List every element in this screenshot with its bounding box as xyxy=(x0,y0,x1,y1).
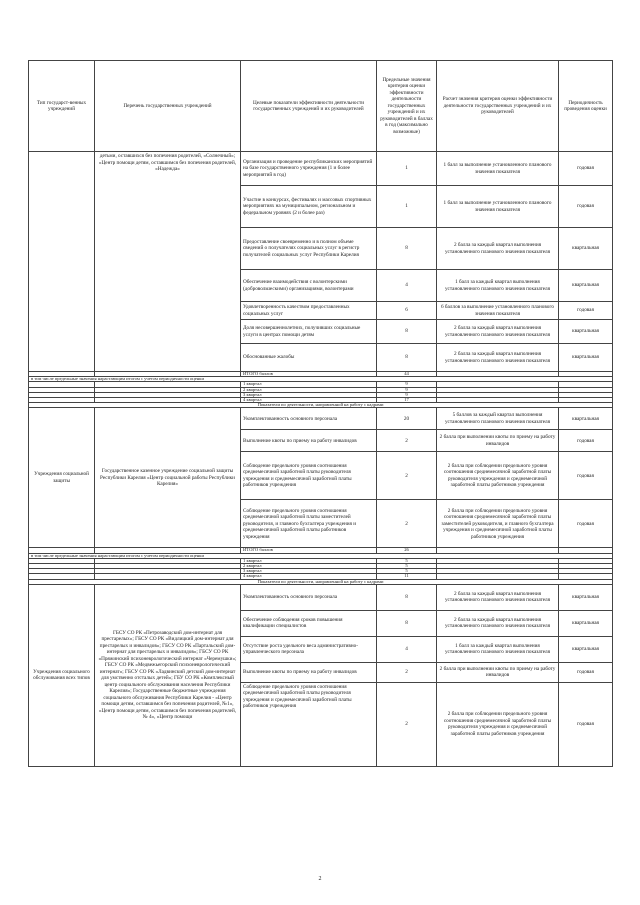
indicator-cell: Организация и проведение республиканских мероприятий на базе государственного учреждения (1 и более мероприятий в год) xyxy=(241,152,377,186)
calc-cell: 2 балла при соблюдении предельного уровня соотношения среднемесячной заработной платы руководителя учреждения и среднемесячной заработной платы работников учреждения xyxy=(437,682,559,766)
period-cell: квартальная xyxy=(559,344,613,372)
indicator-cell: Обеспечение соблюдения сроков повышения квалификации специалистов xyxy=(241,610,377,636)
quarter-row: 1 квартал 5 xyxy=(29,558,613,563)
calc-cell: 1 балл за каждый квартал выполнения установленного планового значения показателя xyxy=(437,636,559,662)
points-cell: 1 xyxy=(377,186,437,228)
indicator-cell: Выполнение квоты по приему на работу инвалидов xyxy=(241,430,377,452)
points-cell: 8 xyxy=(377,320,437,344)
indicator-cell: Соблюдение предельного уровня соотношения среднемесячной заработной платы заместителей руководителя, и главного бухгалтера учреждения и среднемесячной заработной платы работников учреждения xyxy=(241,500,377,548)
quarter-row: 4 квартал 11 xyxy=(29,574,613,579)
header-type: Тип государст-венных учреждений xyxy=(29,61,95,152)
period-cell: годовая xyxy=(559,302,613,320)
indicator-cell: Выполнение квоты по приему на работу инвалидов xyxy=(241,662,377,682)
calc-cell: 2 балла при соблюдении предельного уровня соотношения среднемесячной заработной платы руководителя учреждения и среднемесячной заработной платы работников учреждения xyxy=(437,452,559,500)
indicator-cell: Соблюдение предельного уровня соотношения среднемесячной заработной платы руководителя учреждения и среднемесячной заработной платы работников учреждения xyxy=(241,682,377,766)
calc-cell: 2 балла за каждый квартал выполнения установленного планового значения показателя xyxy=(437,228,559,270)
points-cell: 8 xyxy=(377,584,437,610)
total-value: 26 xyxy=(377,548,437,553)
calc-cell: 2 балла при выполнении квоты по приему на работу инвалидов xyxy=(437,662,559,682)
calc-cell: 2 балла за каждый квартал выполнения установленного планового значения показателя xyxy=(437,610,559,636)
type-cell xyxy=(29,152,95,372)
calc-cell: 2 балла при выполнении квоты по приему на работу инвалидов xyxy=(437,430,559,452)
calc-cell: 1 балл за выполнение установленного планового значения показателя xyxy=(437,152,559,186)
points-cell: 2 xyxy=(377,662,437,682)
calc-cell: 2 балла за каждый квартал выполнения установленного планового значения показателя xyxy=(437,344,559,372)
points-cell: 2 xyxy=(377,500,437,548)
period-cell: годовая xyxy=(559,682,613,766)
indicator-cell: Обоснованные жалобы xyxy=(241,344,377,372)
table-row xyxy=(29,584,613,610)
indicator-cell: Обеспечение взаимодействия с волонтерскими (добровольческими) организациями, волонтерами xyxy=(241,270,377,302)
institutions-cell: ГБСУ СО РК «Петрозаводский дом-интернат для престарелых»; ГБСУ СО РК «Видлицкий дом-интернат для престарелых и инвалидов»; ГБСУ СО РК «Партальский дом-интернат для престарелых и инвалидов»; ГБСУ СО РК «Пряжинский психоневрологический интернат «Черемушки»; ГБСУ СО РК «Медвежьегорский психоневрологический интернат»; ГБСУ СО РК «Ладвинский детский дом-интернат для умственно отсталых детей»; ГБУ СО РК «Комплексный центр социального обслуживания населения Республики Карелия»; Государственные бюджетные учреждения социального обслуживания Республики Карелия - «Центр помощи детям, оставшимся без попечения родителей, №1», «Центр помощи детям, оставшимся без попечения родителей, № 4», «Центр помощи xyxy=(95,584,241,766)
quarter-row: 2 квартал 5 xyxy=(29,564,613,569)
period-cell: годовая xyxy=(559,430,613,452)
points-cell: 2 xyxy=(377,452,437,500)
points-cell: 20 xyxy=(377,408,437,430)
calc-cell: 5 баллов за каждый квартал выполнения установленного планового значения показателя xyxy=(437,408,559,430)
page-number: 2 xyxy=(318,876,322,882)
section-title: Показатели по деятельности, направленной на работу с кадрами xyxy=(29,579,613,584)
table-row xyxy=(29,152,613,186)
quarter-row: 2 квартал 9 xyxy=(29,387,613,392)
header-calculation: Расчет значения критерия оценки эффективности деятельности государственных учреждений и их руководителей xyxy=(437,61,559,152)
quarter-note: в том числе предельные значения нарастающим итогом с учетом периодичности оценки xyxy=(29,377,613,382)
indicator-cell: Доля несовершеннолетних, получивших социальные услуги в центрах помощи детям xyxy=(241,320,377,344)
table-row xyxy=(29,408,613,430)
points-cell: 8 xyxy=(377,610,437,636)
points-cell: 6 xyxy=(377,302,437,320)
indicator-cell: Участие в конкурсах, фестивалях и массовых спортивных мероприятиях на муниципальном, региональном и федеральном уровнях (2 и более раз) xyxy=(241,186,377,228)
calc-cell: 1 балл за каждый квартал выполнения установленного планового значения показателя xyxy=(437,270,559,302)
institutions-cell: детьми, оставшихся без попечения родителей, «Солнечный»; «Центр помощи детям, оставшимся без попечения родителей, «Надежда» xyxy=(95,152,241,372)
period-cell: годовая xyxy=(559,452,613,500)
period-cell: квартальная xyxy=(559,584,613,610)
quarter-row: 4 квартал 17 xyxy=(29,398,613,403)
points-cell: 2 xyxy=(377,430,437,452)
period-cell: годовая xyxy=(559,152,613,186)
calc-cell: 6 баллов за выполнение установленного планового значения показателя xyxy=(437,302,559,320)
period-cell: годовая xyxy=(559,500,613,548)
indicator-cell: Предоставление своевременно и в полном объеме сведений о получателях социальных услуг в регистр получателей социальных услуг Республики Карелия xyxy=(241,228,377,270)
period-cell: квартальная xyxy=(559,270,613,302)
criteria-table xyxy=(28,60,613,767)
period-cell: квартальная xyxy=(559,408,613,430)
points-cell: 1 xyxy=(377,152,437,186)
period-cell: квартальная xyxy=(559,636,613,662)
total-value: 44 xyxy=(377,372,437,377)
type-cell: Учреждения социальной защиты xyxy=(29,408,95,548)
total-label: ИТОГО баллов xyxy=(241,372,377,377)
indicator-cell: Соблюдение предельного уровня соотношения среднемесячной заработной платы руководителя учреждения и среднемесячной заработной платы работников учреждения xyxy=(241,452,377,500)
header-periodicity: Периодичность проведения оценки xyxy=(559,61,613,152)
table-header-row xyxy=(29,61,613,152)
header-max-points: Предельные значения критерия оценки эффективности деятельности государственных учреждений и их руководителей в баллах в год (максимально возможные) xyxy=(377,61,437,152)
period-cell: годовая xyxy=(559,662,613,682)
calc-cell: 2 балла при соблюдении предельного уровня соотношения среднемесячной заработной платы заместителей руководителя, и главного бухгалтера учреждения и среднемесячной заработной платы работников учреждения xyxy=(437,500,559,548)
section-title: Показатели по деятельности, направленной на работу с кадрами xyxy=(29,403,613,408)
header-institutions: Перечень государственных учреждений xyxy=(95,61,241,152)
indicator-cell: Укомплектованность основного персонала xyxy=(241,408,377,430)
quarter-row: 1 квартал 9 xyxy=(29,382,613,387)
quarter-row: 3 квартал 9 xyxy=(29,392,613,397)
period-cell: годовая xyxy=(559,186,613,228)
points-cell: 4 xyxy=(377,636,437,662)
header-indicators: Целевые показатели эффективности деятельности государственных учреждений и их руководителей xyxy=(241,61,377,152)
indicator-cell: Отсутствие роста удельного веса административно-управленческого персонала xyxy=(241,636,377,662)
calc-cell: 1 балл за выполнение установленного планового значения показателя xyxy=(437,186,559,228)
institutions-cell: Государственное казенное учреждение социальной защиты Республики Карелия «Центр социальной работы Республики Карелия» xyxy=(95,408,241,548)
period-cell: квартальная xyxy=(559,320,613,344)
period-cell: квартальная xyxy=(559,228,613,270)
indicator-cell: Удовлетворенность качеством предоставленных социальных услуг xyxy=(241,302,377,320)
type-cell: Учреждения социального обслуживания всех типов xyxy=(29,584,95,766)
quarter-note: в том числе предельные значения нарастающим итогом с учетом периодичности оценки xyxy=(29,553,613,558)
calc-cell: 2 балла за каждый квартал выполнения установленного планового значения показателя xyxy=(437,584,559,610)
points-cell: 8 xyxy=(377,344,437,372)
points-cell: 4 xyxy=(377,270,437,302)
quarter-row: 3 квартал 5 xyxy=(29,569,613,574)
calc-cell: 2 балла за каждый квартал выполнения установленного планового значения показателя xyxy=(437,320,559,344)
indicator-cell: Укомплектованность основного персонала xyxy=(241,584,377,610)
points-cell: 8 xyxy=(377,228,437,270)
points-cell: 2 xyxy=(377,682,437,766)
period-cell: квартальная xyxy=(559,610,613,636)
total-label: ИТОГО баллов xyxy=(241,548,377,553)
